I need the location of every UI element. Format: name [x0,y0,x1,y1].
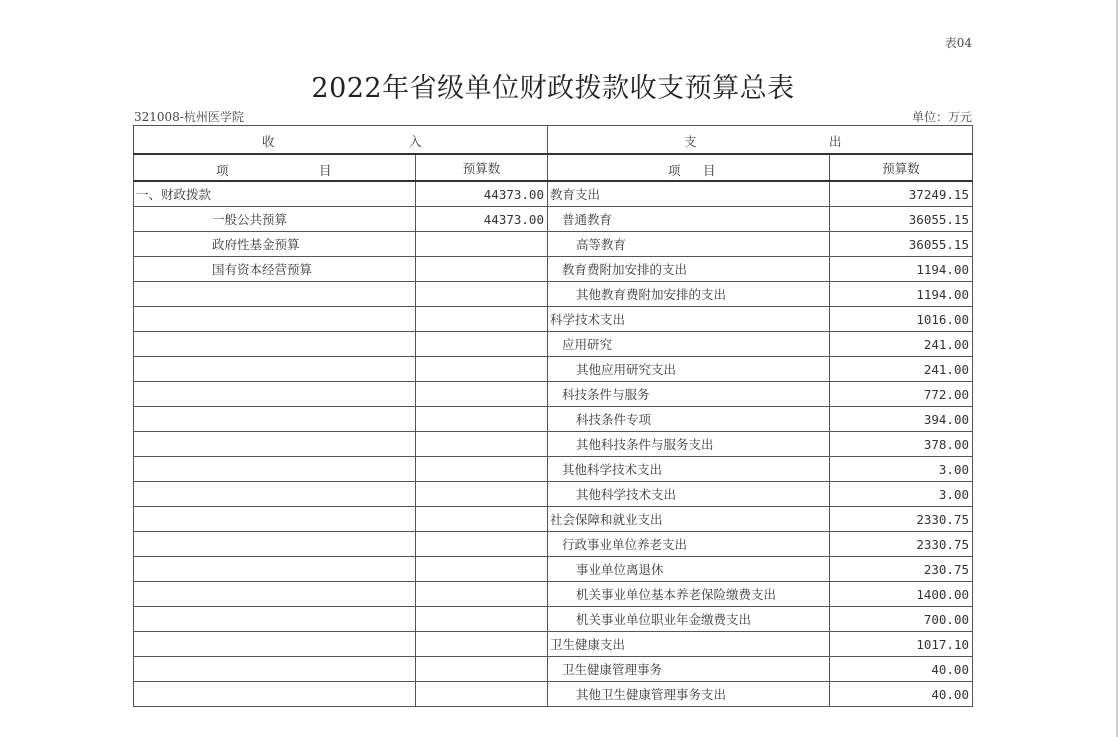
expense-item-label: 其他科学技术支出 [548,482,830,507]
unit-name: 321008-杭州医学院 [134,110,244,124]
table-row [134,207,973,232]
expense-item-value: 772.00 [830,382,973,407]
expense-header-left: 支 [684,134,697,149]
expense-item-value: 1194.00 [830,257,973,282]
income-item-value [416,482,548,507]
income-item-label [134,557,416,582]
expense-item-label: 应用研究 [548,332,830,357]
income-item-value [416,607,548,632]
table-row [134,307,973,332]
table-row [134,332,973,357]
expense-item-label: 科技条件与服务 [548,382,830,407]
income-item-label: 一、财政拨款 [134,181,416,207]
expense-item-label: 其他科学技术支出 [548,457,830,482]
expense-item-value: 37249.15 [830,181,973,207]
expense-item-value: 241.00 [830,357,973,382]
income-header [134,126,548,155]
expense-item-value: 36055.15 [830,232,973,257]
income-item-value [416,332,548,357]
table-row [134,507,973,532]
expense-item-label: 科学技术支出 [548,307,830,332]
expense-item-label: 事业单位离退休 [548,557,830,582]
expense-item-label: 其他教育费附加安排的支出 [548,282,830,307]
income-item-value [416,282,548,307]
income-item-value [416,632,548,657]
income-item-value [416,407,548,432]
income-item-label [134,682,416,707]
expense-item-label: 行政事业单位养老支出 [548,532,830,557]
income-item-header-left: 项 [216,163,229,178]
budget-table [133,125,973,707]
income-item-label [134,382,416,407]
table-row [134,457,973,482]
table-row [134,407,973,432]
income-item-value [416,582,548,607]
expense-item-label: 社会保障和就业支出 [548,507,830,532]
income-item-label: 国有资本经营预算 [134,257,416,282]
expense-item-value: 378.00 [830,432,973,457]
expense-item-label: 机关事业单位基本养老保险缴费支出 [548,582,830,607]
income-item-value [416,657,548,682]
table-row [134,382,973,407]
income-item-value [416,557,548,582]
expense-item-value: 1017.10 [830,632,973,657]
unit-label: 单位：万元 [911,110,972,124]
income-item-label [134,332,416,357]
expense-item-value: 230.75 [830,557,973,582]
header-row-group [134,126,973,155]
table-row [134,181,973,207]
expense-item-label: 机关事业单位职业年金缴费支出 [548,607,830,632]
income-item-value [416,532,548,557]
table-row [134,682,973,707]
income-item-value [416,382,548,407]
table-row [134,232,973,257]
income-item-label [134,582,416,607]
expense-item-value: 2330.75 [830,532,973,557]
expense-item-value: 394.00 [830,407,973,432]
income-item-label [134,457,416,482]
table-row [134,357,973,382]
expense-item-header-right: 目 [703,163,716,178]
income-item-value [416,357,548,382]
scan-page-edge [1116,0,1118,737]
income-header-left: 收 [262,134,275,149]
expense-item-value: 36055.15 [830,207,973,232]
income-item-label [134,357,416,382]
table-row [134,582,973,607]
income-item-value [416,457,548,482]
expense-item-label: 教育费附加安排的支出 [548,257,830,282]
table-row [134,632,973,657]
table-row [134,657,973,682]
income-item-value [416,432,548,457]
income-item-label [134,657,416,682]
income-item-value [416,307,548,332]
table-row [134,607,973,632]
expense-item-value: 1400.00 [830,582,973,607]
income-item-label [134,507,416,532]
income-item-value [416,682,548,707]
income-item-label [134,407,416,432]
income-item-label: 政府性基金预算 [134,232,416,257]
expense-item-header-left: 项 [668,163,681,178]
income-item-header [134,154,416,181]
table-row [134,532,973,557]
expense-item-value: 1194.00 [830,282,973,307]
expense-item-value: 3.00 [830,482,973,507]
income-item-header-right: 目 [319,163,332,178]
expense-item-label: 卫生健康支出 [548,632,830,657]
income-item-value: 44373.00 [416,181,548,207]
expense-item-value: 40.00 [830,682,973,707]
expense-item-value: 241.00 [830,332,973,357]
expense-item-header [548,154,830,181]
table-row [134,482,973,507]
income-item-value [416,232,548,257]
expense-item-label: 其他科技条件与服务支出 [548,432,830,457]
expense-header [548,126,973,155]
income-item-value [416,257,548,282]
expense-item-value: 40.00 [830,657,973,682]
income-item-label [134,532,416,557]
income-item-value: 44373.00 [416,207,548,232]
expense-item-value: 1016.00 [830,307,973,332]
page-title: 2022年省级单位财政拨款收支预算总表 [311,73,795,104]
income-header-right: 入 [409,134,422,149]
income-item-label [134,607,416,632]
income-item-label: 一般公共预算 [134,207,416,232]
expense-item-value: 700.00 [830,607,973,632]
income-item-label [134,482,416,507]
expense-item-label: 其他应用研究支出 [548,357,830,382]
expense-item-label: 教育支出 [548,181,830,207]
income-item-label [134,282,416,307]
table-row [134,557,973,582]
expense-item-value: 3.00 [830,457,973,482]
header-row-columns [134,154,973,181]
table-row [134,432,973,457]
expense-item-label: 高等教育 [548,232,830,257]
income-item-value [416,507,548,532]
expense-item-label: 科技条件专项 [548,407,830,432]
income-item-label [134,432,416,457]
table-number: 表04 [944,36,972,50]
income-budget-header: 预算数 [416,154,548,181]
table-row [134,257,973,282]
income-item-label [134,632,416,657]
expense-header-right: 出 [829,134,842,149]
expense-item-label: 其他卫生健康管理事务支出 [548,682,830,707]
table-row [134,282,973,307]
expense-item-label: 普通教育 [548,207,830,232]
expense-item-value: 2330.75 [830,507,973,532]
expense-item-label: 卫生健康管理事务 [548,657,830,682]
income-item-label [134,307,416,332]
expense-budget-header: 预算数 [830,154,973,181]
